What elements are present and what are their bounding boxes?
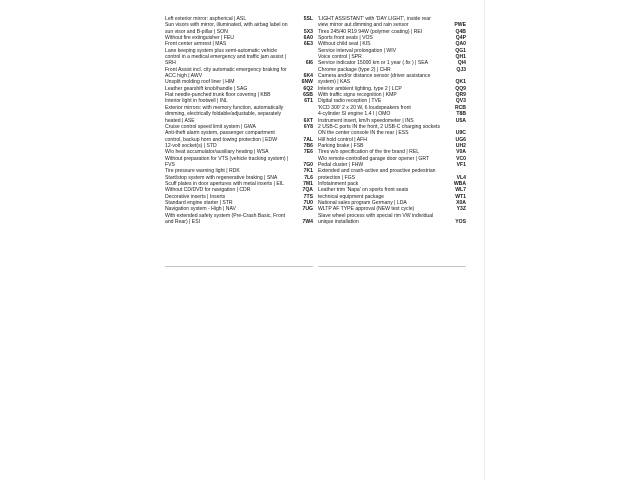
option-row (318, 16, 466, 29)
option-description: Instrument insert, km/h speedometer | INS (318, 117, 414, 124)
option-code: X0A (456, 199, 466, 206)
option-description: Navigation system - High | NAV (165, 206, 236, 213)
option-code: U5A (455, 117, 466, 124)
option-description: Camera and/or distance sensor (driver assistance system) | KAS (318, 73, 431, 86)
option-code: 7M1 (303, 180, 313, 187)
option-description: W/o heat accumulator/auxiliary heating | WSA (165, 149, 269, 156)
option-code: 7QA (302, 187, 313, 194)
option-code: 7E6 (303, 149, 313, 156)
option-description: Flat needle-punched trunk floor covering | KBB (165, 92, 271, 99)
option-code: Q4P (455, 35, 466, 42)
option-code: 6SB (303, 92, 313, 99)
option-code: VL4 (456, 174, 466, 181)
option-code: QK1 (455, 79, 466, 86)
option-description: Chrome package (type 2) | CHR (318, 66, 391, 73)
option-description: 4-cylinder SI engine 1.4 l | OMO (318, 111, 391, 118)
option-row (165, 156, 313, 169)
option-description: Interior ambient lighting, type 2 | LCP (318, 85, 402, 92)
option-description: Front center armrest | MAS (165, 41, 227, 48)
option-description: Exterior mirrors: with memory function, automatically dimming, electrically foldable/adjustable, separately heated | ASE (165, 104, 284, 124)
option-description: Voice control | SPR (318, 54, 362, 61)
option-code: 6I6 (305, 60, 313, 67)
option-description: Tires 245/40 R19 94W (polymer coating) | REI (318, 28, 423, 35)
option-description: Slave wheel process with special rim VW individual unique installation (318, 212, 434, 225)
option-code: 7K1 (303, 168, 313, 175)
option-description: Without CD/DVD for navigation | CDR (165, 187, 251, 194)
option-code: 6XT (303, 117, 313, 124)
option-description: 'LIGHT ASSISTANT' with 'DAY LIGHT', inside rear view mirror aut.dimming and rain sensor (318, 16, 431, 29)
option-code: 5SL (303, 16, 313, 22)
option-code: QH1 (455, 54, 466, 61)
option-code: UH2 (455, 142, 466, 149)
option-description: 12-volt socket(s) | STD (165, 142, 217, 149)
option-code: QI4 (457, 60, 466, 67)
option-code: QR9 (455, 92, 466, 99)
option-code: 7G0 (303, 161, 313, 168)
option-description: Without preparation for VTS (vehicle tracking system) | FVS (165, 155, 289, 168)
option-description: 'KCD 300' 2 x 20 W, 6 loudspeakers front (318, 104, 411, 111)
option-description: Tire pressure warning light | RDK (165, 168, 240, 175)
option-description: Leather gearshift knob/handle | SAG (165, 85, 248, 92)
option-code: 7AL (303, 136, 313, 143)
option-code: Q4B (455, 28, 466, 35)
option-code: WT1 (455, 193, 466, 200)
option-description: Without child seat | KIS (318, 41, 371, 48)
option-description: With traffic signs recognition | KMP (318, 92, 397, 99)
option-description: Anti-theft alarm system, passenger compartment control, backup horn and towing protection | EDW (165, 130, 278, 143)
option-code: QG1 (455, 47, 466, 54)
option-description: Parking brake | FSB (318, 142, 364, 149)
option-row (318, 168, 466, 181)
option-code: 6A0 (303, 35, 313, 42)
option-description: Without fire extinguisher | FEU (165, 35, 234, 42)
options-column-left (165, 16, 313, 225)
option-code: 6T1 (304, 98, 313, 105)
option-code: QQ9 (455, 85, 466, 92)
option-row (318, 73, 466, 86)
page-edge-line (484, 0, 485, 480)
option-row (165, 130, 313, 143)
column-divider-left (165, 266, 313, 267)
option-row (165, 22, 313, 35)
option-description: Interior light in footwell | INL (165, 98, 228, 105)
option-code: QA0 (455, 41, 466, 48)
option-row (318, 124, 466, 137)
option-description: Tires w/o specification of the tire brand | REL (318, 149, 420, 156)
option-code: YOS (455, 219, 466, 225)
option-description: Cruise control speed limit system | GWA (165, 123, 256, 130)
option-row (165, 105, 313, 124)
option-code: 7U0 (303, 199, 313, 206)
option-description: technical equipment package (318, 193, 384, 200)
option-code: WL7 (455, 187, 466, 194)
option-description: 2 USB-C ports IN the front, 2 USB-C charging sockets ON the center console IN the rear | ESS (318, 123, 441, 137)
option-description: Service interval prolongation | WIV (318, 47, 397, 54)
option-code: 6Q2 (303, 85, 313, 92)
option-row (165, 48, 313, 67)
options-column-right (318, 16, 466, 225)
option-code: 7TS (303, 193, 313, 200)
option-code: WBA (453, 180, 466, 187)
option-code: U9C (455, 130, 466, 137)
option-description: Leather trim 'Napa' on sports front seats (318, 187, 409, 194)
option-code: 6K4 (303, 73, 313, 80)
option-description: Infotainment pack (318, 180, 359, 187)
option-code: UG6 (455, 136, 466, 143)
option-code: 6Y8 (303, 123, 313, 130)
option-code: T8B (456, 111, 466, 118)
option-code: VF1 (456, 161, 466, 168)
option-description: Lane keeping system plus semi-automatic vehicle control in a medical emergency and traffic jam assist | SRH (165, 47, 286, 67)
option-description: Pedal cluster | FHW (318, 161, 364, 168)
option-code: V0A (456, 149, 466, 156)
option-code: 7UG (302, 206, 313, 213)
option-code: QV3 (455, 98, 466, 105)
option-code: 7L6 (304, 174, 313, 181)
option-description: Sun visors with mirror, illuminated, with airbag label on sun visor and B-pillar | SON (165, 22, 288, 35)
option-description: WLTP AF TYPE approval (NEW test cycle) (318, 206, 415, 213)
option-description: Unsplit molding roof liner | HIM (165, 79, 235, 86)
option-description: W/o remote-controlled garage door opener | GRT (318, 155, 430, 162)
option-row (318, 213, 466, 226)
option-description: Front Assist incl. city automatic emergency braking for ACC high | AWV (165, 66, 287, 80)
option-description: National sales program Germany | LDA (318, 199, 407, 206)
option-description: Hill hold control | AFH (318, 136, 367, 143)
option-description: Left exterior mirror: aspherical | ASL (165, 16, 247, 22)
option-code: VC0 (456, 155, 466, 162)
option-code: 7W4 (302, 219, 313, 225)
option-row (165, 67, 313, 80)
option-description: Digital radio reception | TVE (318, 98, 382, 105)
option-row (165, 213, 313, 226)
option-code: 7B6 (303, 142, 313, 149)
option-code: 6E3 (303, 41, 313, 48)
option-description: Sports front seats | VOS (318, 35, 373, 42)
option-code: 6NW (301, 79, 313, 86)
option-description: Extended and crash-active and proactive pedestrian protection | FGS (318, 168, 436, 181)
option-description: Start/stop system with regenerative braking | SNA (165, 174, 278, 181)
option-code: PWE (454, 22, 466, 29)
column-divider-right (318, 266, 466, 267)
option-description: Service indicator 15000 km or 1 year (.fix ) | SEA (318, 60, 429, 67)
option-description: Standard engine starter | STR (165, 199, 233, 206)
option-code: Y3Z (456, 206, 466, 213)
option-description: Decorative inserts | Inserts (165, 193, 226, 200)
option-description: Scuff plates in door apertures with metal inserts | EIL (165, 180, 285, 187)
option-code: RCB (454, 104, 466, 111)
option-code: 5X3 (303, 28, 313, 35)
option-code: QJ3 (456, 66, 466, 73)
option-description: With extended safety system (Pre-Crash Basic, Front and Rear) | ESI (165, 212, 286, 225)
